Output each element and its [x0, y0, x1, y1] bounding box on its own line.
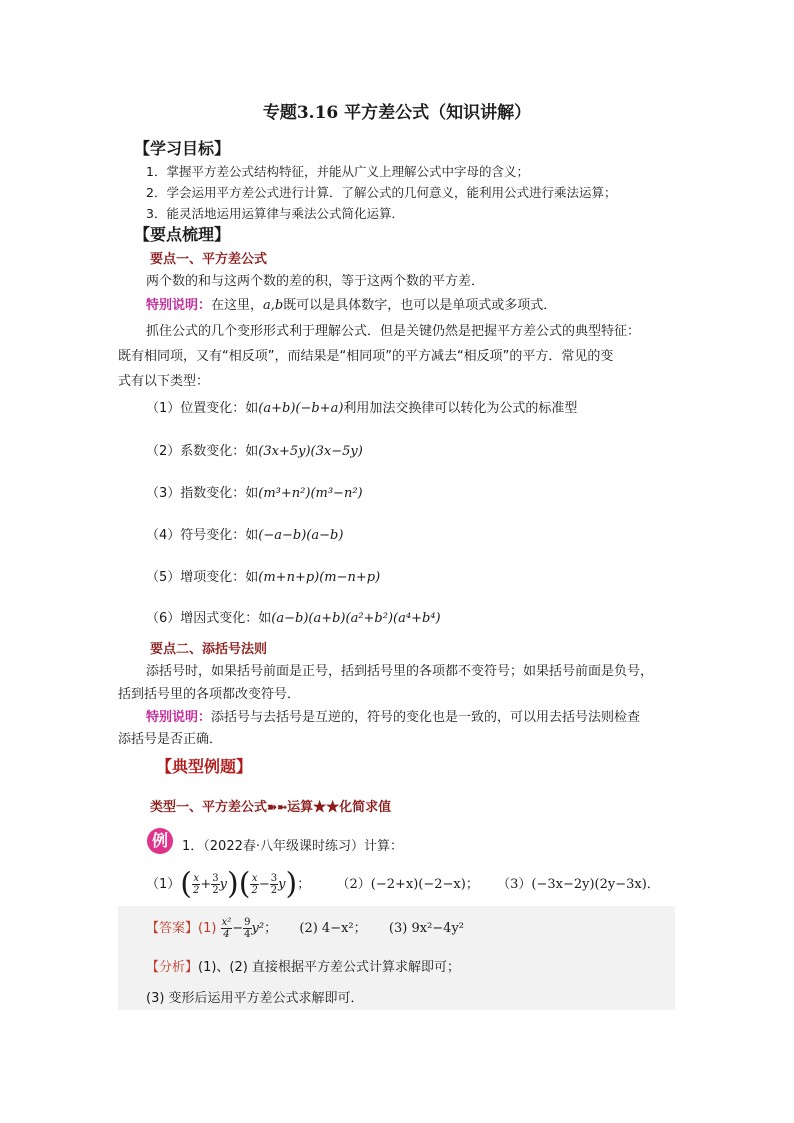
example-badge: 例 — [147, 828, 173, 854]
plus: + — [200, 877, 212, 892]
fraction: $\frac{x}{2}$ — [251, 873, 258, 896]
fraction: $\frac{\text{x²}}{4}$ — [221, 917, 232, 940]
answer-label: 【答案】 — [146, 921, 199, 936]
variant-suffix: 利用加法交换律可以转化为公式的标准型 — [343, 401, 578, 416]
variant-expr: (m+n+p)(m−n+p) — [258, 570, 381, 585]
variant-label: （5）增项变化：如 — [146, 570, 259, 585]
variant-expr: (m³+n²)(m³−n²) — [258, 486, 363, 501]
answer-1-label: (1) — [198, 921, 217, 936]
example1-prompt: 1．（2022春·八年级课时练习）计算： — [182, 839, 403, 854]
objective-item-3: 3．能灵活地运用运算律与乘法公式简化运算． — [146, 206, 404, 221]
p1-label: （1） — [146, 877, 181, 892]
variant-label: （6）增因式变化：如 — [146, 611, 272, 626]
objective-item-1: 1．掌握平方差公式结构特征，并能从广义上理解公式中字母的含义； — [146, 164, 529, 179]
note-label: 特别说明： — [146, 710, 212, 725]
objective-item-2: 2．学会运用平方差公式进行计算．了解公式的几何意义，能利用公式进行乘法运算； — [146, 185, 617, 200]
paren-close: ) — [227, 866, 239, 902]
note-text-a: 在这里， — [211, 298, 264, 313]
variant-expr: (3x+5y)(3x−5y) — [258, 444, 363, 459]
variant-label: （1）位置变化：如 — [146, 401, 259, 416]
fraction: $\frac{9}{4}$ — [244, 917, 251, 940]
point1-definition: 两个数的和与这两个数的差的积，等于这两个数的平方差． — [146, 274, 485, 289]
analysis-line1 — [146, 956, 460, 975]
type1-heading — [150, 796, 391, 815]
page-title: 专题3.16 平方差公式（知识讲解） — [262, 103, 532, 123]
analysis-label: 【分析】 — [146, 960, 199, 975]
fraction: $\frac{3}{2}$ — [270, 873, 278, 896]
variant-label: （2）系数变化：如 — [146, 444, 259, 459]
fraction: $\frac{x}{2}$ — [193, 873, 200, 896]
type1-label: 类型一、平方差公式 — [150, 800, 268, 815]
variant-4 — [146, 524, 343, 543]
variant-label: （3）指数变化：如 — [146, 486, 259, 501]
analysis-text: (1)、(2) 直接根据平方差公式计算求解即可； — [198, 960, 460, 975]
point1-note — [146, 294, 556, 313]
p1-end: ； — [297, 877, 311, 892]
point1-para-line1: 抓住公式的几个变形形式利于理解公式．但是关键仍然是把握平方差公式的典型特征： — [146, 324, 641, 339]
variant-5 — [146, 566, 380, 585]
point2-heading: 要点二、添括号法则 — [150, 642, 268, 657]
sep: ； — [264, 921, 278, 936]
section-summary: 【要点梳理】 — [134, 225, 231, 244]
variant-label: （4）符号变化：如 — [146, 528, 259, 543]
point2-line1: 添括号时，如果括号前面是正号，括到括号里的各项都不变符号；如果括号前面是负号， — [146, 664, 654, 679]
paren-close: ) — [285, 866, 298, 902]
point2-note — [146, 706, 640, 725]
var-y: y — [219, 877, 228, 892]
minus: − — [258, 877, 270, 892]
point1-heading: 要点一、平方差公式 — [150, 252, 268, 267]
point1-para-line3: 式有以下类型： — [118, 374, 210, 389]
variant-6 — [146, 607, 441, 626]
variant-expr: (−a−b)(a−b) — [258, 528, 344, 543]
answer-2: (2) 4−x²； — [299, 921, 367, 936]
answer-3: (3) 9x²−4y² — [388, 921, 465, 936]
answer-1-tail: y² — [251, 921, 265, 936]
note-text-b: 既可以是具体数字，也可以是单项式或多项式． — [283, 298, 557, 313]
problem-2: （2）(−2+x)(−2−x)； — [336, 877, 479, 892]
point2-note-line2: 添括号是否正确． — [118, 732, 223, 747]
variant-2 — [146, 440, 363, 459]
variant-1 — [146, 397, 577, 416]
var-y: y — [278, 877, 286, 892]
point2-line2: 括到括号里的各项都改变符号． — [118, 687, 301, 702]
problem-3: （3）(−3x−2y)(2y−3x)． — [497, 877, 660, 892]
paren-open: ( — [238, 866, 251, 902]
section-examples: 【典型例题】 — [156, 757, 253, 776]
section-objectives: 【学习目标】 — [134, 139, 231, 158]
note-line1: 添括号与去括号是互逆的，符号的变化也是一致的，可以用去括号法则检查 — [211, 710, 641, 725]
paren-open: ( — [180, 866, 192, 902]
variant-expr: (a−b)(a+b)(a²+b²)(a⁴+b⁴) — [271, 611, 441, 626]
example1-problems — [146, 867, 660, 903]
variant-3 — [146, 482, 363, 501]
arrow-icon: ➽➼ — [267, 800, 288, 814]
type1-rest: 运算★★化简求值 — [287, 800, 392, 815]
point1-para-line2: 既有相同项，又有“相反项”，而结果是“相同项”的平方减去“相反项”的平方．常见的变 — [118, 349, 614, 364]
note-vars: a,b — [263, 298, 284, 313]
minus: − — [232, 921, 244, 936]
analysis-line2: (3) 变形后运用平方差公式求解即可． — [146, 991, 364, 1006]
variant-expr: (a+b)(−b+a) — [258, 401, 344, 416]
fraction: $\frac{3}{2}$ — [212, 873, 219, 896]
answer-line — [146, 914, 464, 944]
note-label: 特别说明： — [146, 298, 212, 313]
